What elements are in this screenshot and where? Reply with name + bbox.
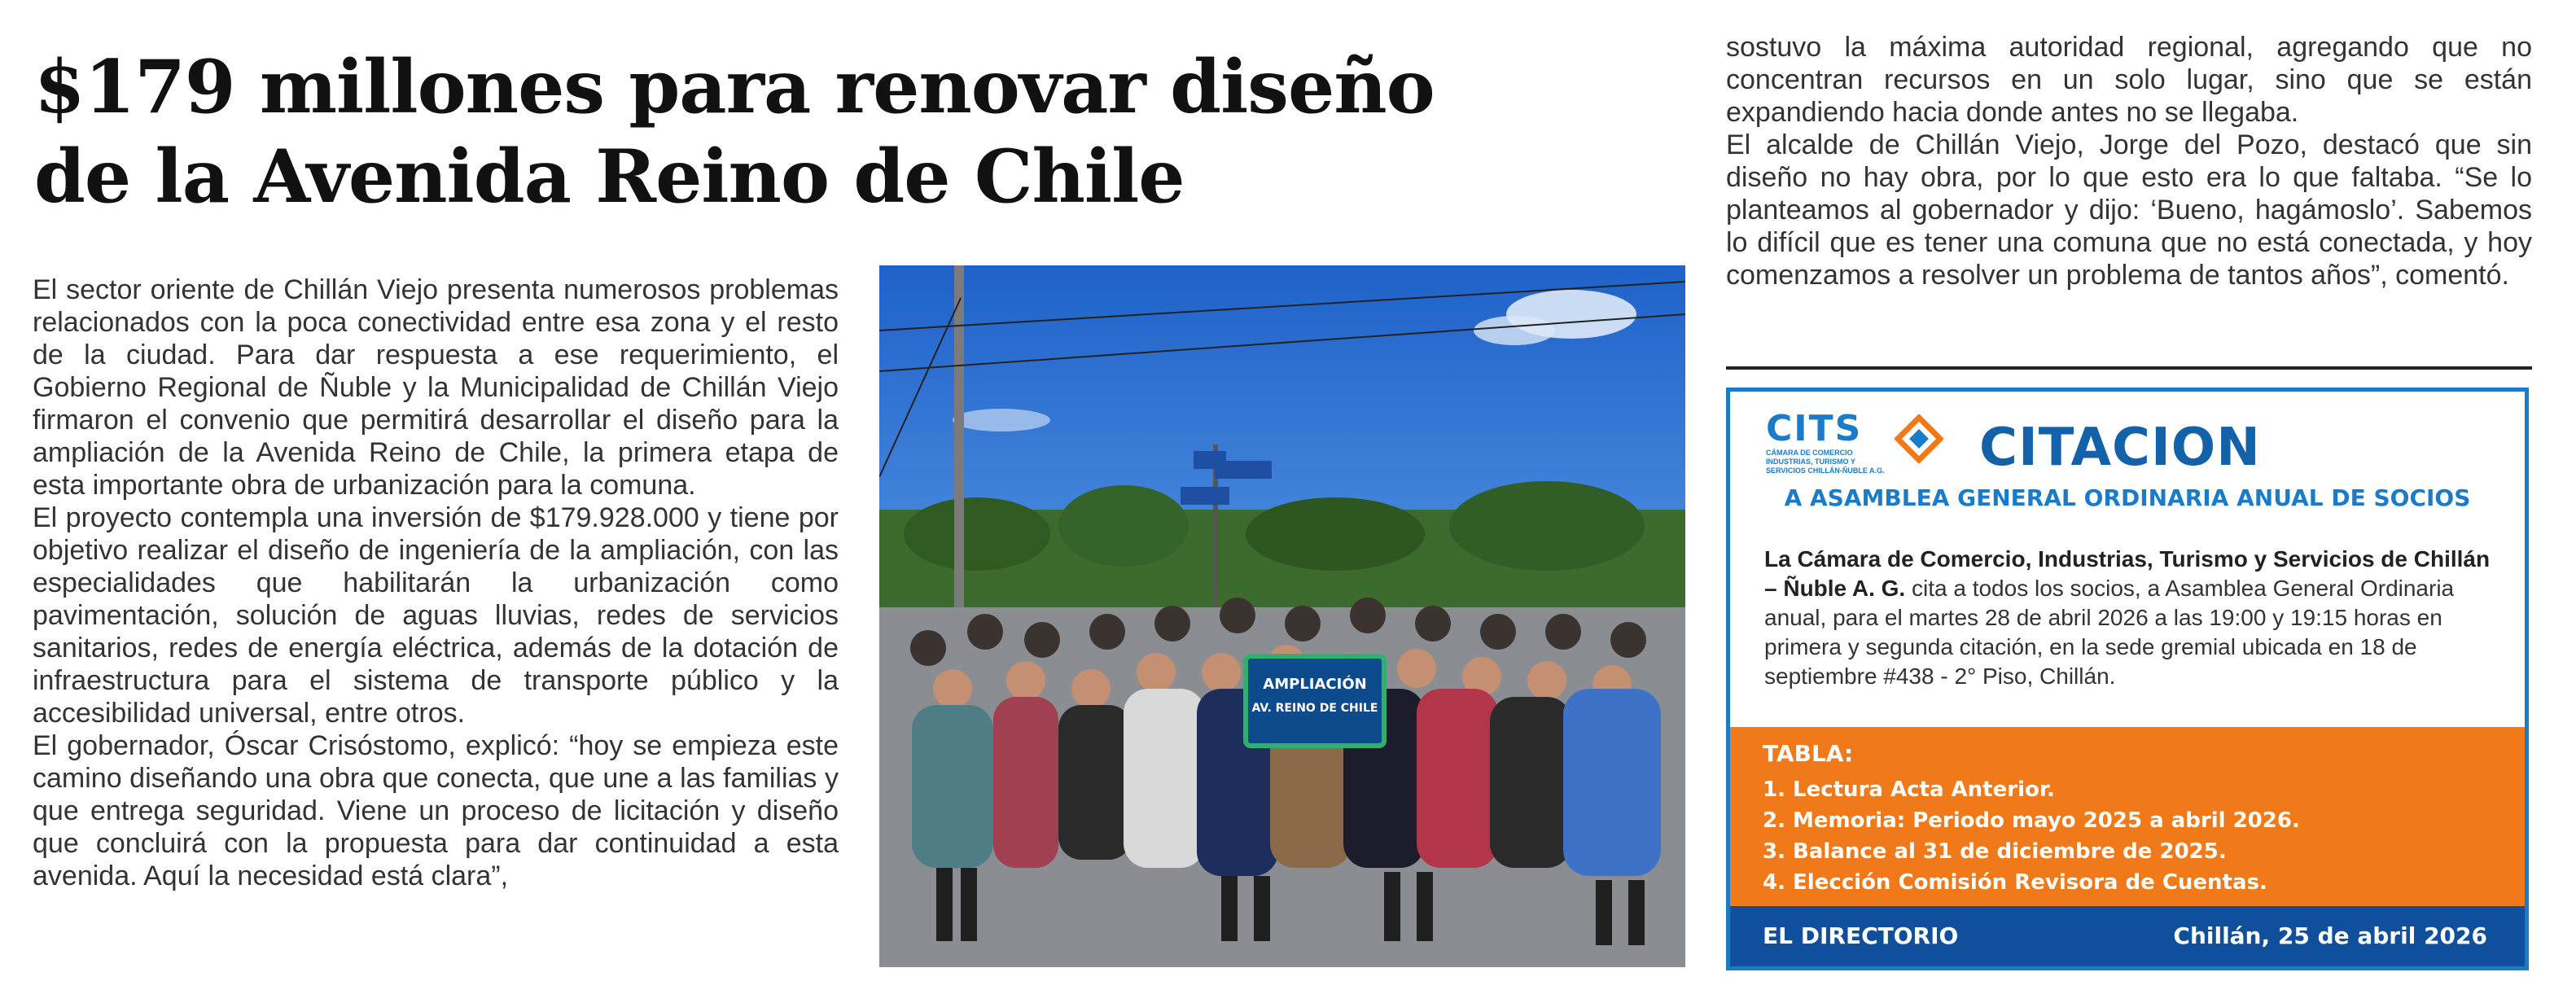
photo-sign-line-1: AMPLIACIÓN	[1263, 676, 1367, 693]
agenda-title: TABLA:	[1763, 740, 1854, 767]
article-headline	[34, 42, 1663, 221]
paragraph: El gobernador, Óscar Crisóstomo, explicó: “hoy se empieza este camino diseñando una obra que conecta, que une a las familias y que entrega seguridad. Viene un proceso de licitación y diseño que concluirá con la propuesta para dar continuidad a esta avenida. Aquí la necesidad está clara”,	[33, 730, 839, 891]
cits-logo-text: CITS	[1766, 408, 1863, 449]
agenda-box	[1730, 727, 2525, 906]
photo-sign-line-2: AV. REINO DE CHILE	[1251, 702, 1378, 715]
article-column-left	[33, 274, 839, 892]
group-photo-illustration	[879, 265, 1685, 967]
cits-diamond-icon	[1895, 414, 1943, 463]
paragraph: sostuvo la máxima autoridad regional, agregando que no concentran recursos en un solo lugar, sino que se están expandiendo hacia donde antes no se llegaba.	[1726, 32, 2532, 128]
citation-advertisement	[1726, 388, 2529, 970]
paragraph: El proyecto contempla una inversión de $179.928.000 y tiene por objetivo realizar el diseño de ingeniería de la ampliación, con las especialidades que habilitarán la urbanización como pavimentación, solución de aguas lluvias, redes de servicios sanitarios, redes de energía eléctrica, además de la dotación de infraestructura para el sistema de transporte público y la accesibilidad universal, entre otros.	[33, 502, 839, 729]
ad-footer	[1730, 906, 2525, 966]
agenda-item: 2. Memoria: Periodo mayo 2025 a abril 2026.	[1763, 808, 2300, 833]
cits-logo-tagline: CÁMARA DE COMERCIO INDUSTRIAS, TURISMO Y SERVICIOS CHILLÁN-ÑUBLE A.G.	[1766, 449, 1885, 475]
ad-footer-date: Chillán, 25 de abril 2026	[2173, 922, 2487, 949]
cits-logo	[1766, 408, 1953, 481]
ad-title: CITACION	[1979, 418, 2261, 478]
paragraph: El alcalde de Chillán Viejo, Jorge del Pozo, destacó que sin diseño no hay obra, por lo que esto era lo que faltaba. “Se lo planteamos al gobernador y dijo: ‘Bueno, hagámoslo’. Sabemos lo difícil que es tener una comuna que no está conectada, y hoy comenzamos a resolver un problema de tantos años”, comentó.	[1726, 129, 2532, 291]
headline-line-1: $179 millones para renovar diseño	[34, 44, 1435, 130]
paragraph: El sector oriente de Chillán Viejo presenta numerosos problemas relacionados con la poca conectividad entre esa zona y el resto de la ciudad. Para dar respuesta a ese requerimiento, el Gobierno Regional de Ñuble y la Municipalidad de Chillán Viejo firmaron el convenio que permitirá desarrollar el diseño para la ampliación de la Avenida Reino de Chile, la primera etapa de esta importante obra de urbanización para la comuna.	[33, 274, 839, 501]
ad-footer-signature: EL DIRECTORIO	[1763, 922, 1959, 949]
agenda-item: 3. Balance al 31 de diciembre de 2025.	[1763, 839, 2227, 864]
agenda-item: 4. Elección Comisión Revisora de Cuentas.	[1763, 870, 2267, 895]
section-divider	[1726, 366, 2532, 370]
agenda-item: 1. Lectura Acta Anterior.	[1763, 777, 2055, 802]
article-column-right	[1726, 31, 2532, 291]
ad-body-organization: La Cámara de Comercio, Industrias, Turismo y Servicios de Chillán – Ñuble A. G.	[1764, 546, 2491, 601]
agenda-list	[1763, 774, 2492, 898]
ad-body-text: cita a todos los socios, a Asamblea General Ordinaria anual, para el martes 28 de abril 2026 a las 19:00 y 19:15 horas en primera y segunda citación, en la sede gremial ubicada en 18 de septiembre #438 - 2° Piso, Chillán.	[1764, 576, 2455, 689]
headline-line-2: de la Avenida Reino de Chile	[34, 134, 1185, 220]
ad-body	[1764, 545, 2497, 691]
ad-subtitle: A ASAMBLEA GENERAL ORDINARIA ANUAL DE SOCIOS	[1784, 484, 2471, 511]
article-photo	[879, 265, 1685, 967]
